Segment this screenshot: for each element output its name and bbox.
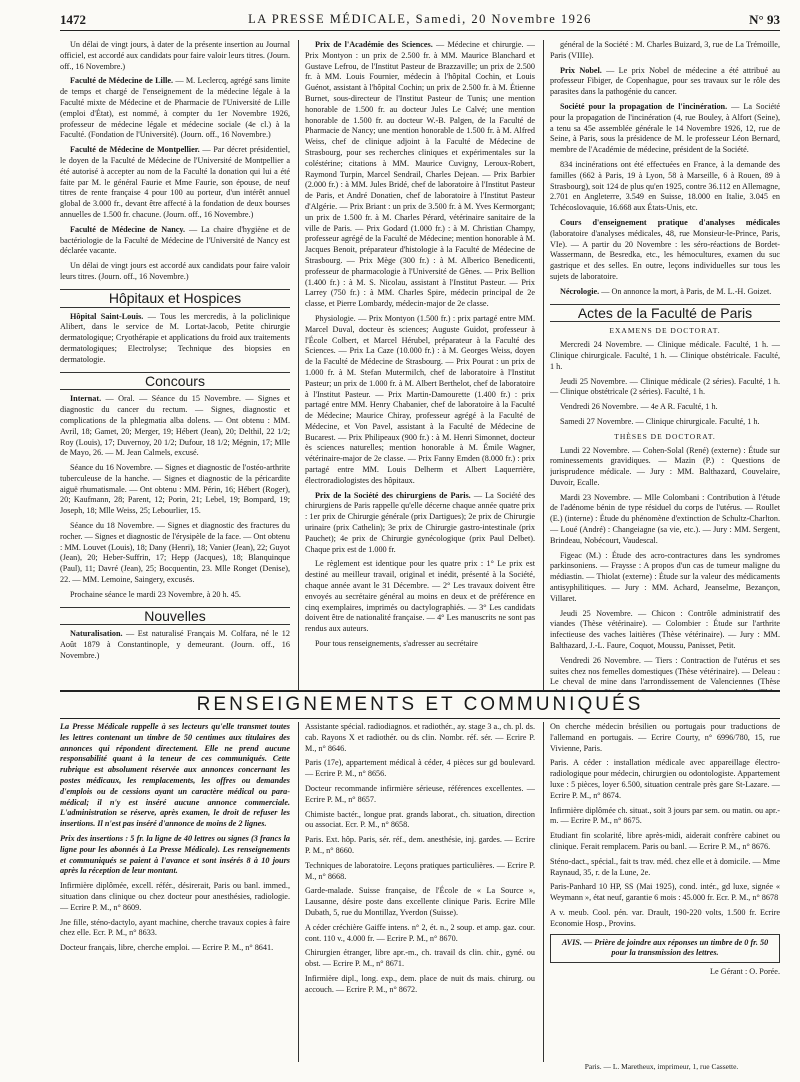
- paragraph: [550, 218, 780, 283]
- paragraph: [60, 225, 290, 257]
- paragraph: Séance du 18 Novembre. — Signes et diagnostic des fractures du rocher. — Signes et diagnostic de l'érysipèle de la face. — Ont obtenu : MM. Louvet (Louis), 18; Dany (Henri), 18; Vanier (Jean), 22; Guyot (Jean), 20; Heber-Suffrin, 17; Hepp (Jacques), 18; Blanquinque (Paul), 11; Davré (Jean), 25; Bocquentin, 23. Mlle Ronget (Denise), 22. — MM. Lemoine, Saingery, excusés.: [60, 521, 290, 585]
- item-heading: Faculté de Médecine de Lille.: [70, 76, 174, 86]
- item-heading: Prix Nobel.: [560, 65, 602, 75]
- classified-ad: Jne fille, sténo-dactylo, ayant machine, cherche travaux copies à faire chez elle. Ecr. P. M., n° 8633.: [60, 917, 290, 938]
- item-heading: Nécrologie.: [560, 286, 600, 296]
- classified-ad: Sténo-dact., spécial., fait ts trav. méd. chez elle et à domicile. — Mme Raynaud, 35, r. de la Lune, 2e.: [550, 856, 780, 877]
- issue-number: N° 93: [749, 12, 780, 27]
- column-rule: [543, 40, 544, 690]
- item-heading: Société pour la propagation de l'incinération.: [560, 101, 728, 111]
- upper-columns: [60, 40, 780, 690]
- item-heading: Internat.: [70, 394, 102, 404]
- classified-ad: On cherche médecin brésilien ou portugais pour traductions de l'allemand en portugais. — Ecrire Courty, n° 6996/780, 15, rue Vivienne, Paris.: [550, 722, 780, 753]
- classifieds-column-3: [550, 722, 780, 1062]
- paragraph: Séance du 16 Novembre. — Signes et diagnostic de l'ostéo-arthrite tuberculeuse de la hanche. — Signes et diagnostic de la péricardite aiguë rhumatismale. — Ont obtenu : MM. Périn, 16; Hébert (Roger), 20; Kaufmann, 28; Parent, 12; Porin, 21; Lebel, 19; Bompard, 19; Joseph, 18; Mlle Weiss, 25; Lebourlier, 15.: [60, 463, 290, 516]
- paragraph: 834 incinérations ont été effectuées en France, à la demande des familles (662 à Paris, 19 à Lyon, 58 à Marseille, 6 à Rouen, 89 à Strasbourg), soit 124 de plus qu'en 1925, contre 36.112 en Allemagne, 2.701 en Angleterre, 3.549 en Suisse, 18.000 en Italie, 3.045 en Tchécoslovaquie, 16.668 aux États-Unis, etc.: [550, 159, 780, 213]
- classified-ad: Paris-Panhard 10 HP, SS (Mai 1925), cond. intér., gd luxe, signée « Weymann », état neuf, garantie 6 mois : 45.000 fr. Ecr. P. M., n° 8678: [550, 882, 780, 903]
- item-text: — La chaire d'hygiène et de bactériologie de la Faculté de Médecine de l'Université de Nancy est déclarée vacante.: [60, 224, 290, 256]
- page-number: 1472: [60, 12, 86, 27]
- column-rule: [298, 722, 299, 1062]
- item-text: — Tous les mercredis, à la policlinique Alibert, dans le service de M. Lortat-Jacob, Petite chirurgie dermatologique; Cryothérapie et applications du froid aux traitements dermatologiques; Electrolyse; Technique des biopsies en dermatologie.: [60, 311, 290, 364]
- paragraph: Un délai de vingt jours est accordé aux candidats pour faire valoir leurs titres. (Journ. off., 16 Novembre.): [60, 261, 290, 281]
- item-heading: Faculté de Médecine de Montpellier.: [70, 145, 200, 155]
- paragraph: [550, 102, 780, 156]
- classified-ad: Paris. Ext. hôp. Paris, sér. réf., dem. anesthésie, inj. gardes. — Ecrire P. M., n° 8660.: [305, 835, 535, 855]
- column-3: [550, 40, 780, 690]
- column-rule: [298, 40, 299, 690]
- item-heading: Hôpital Saint-Louis.: [70, 311, 144, 321]
- classified-ad: Techniques de laboratoire. Leçons pratiques particulières. — Ecrire P. M., n° 8668.: [305, 860, 535, 881]
- item-heading: Prix de la Société des chirurgiens de Paris.: [315, 490, 471, 500]
- classifieds-columns: [60, 722, 780, 1062]
- section-title-concours: Concours: [60, 372, 290, 391]
- paragraph: Mercredi 24 Novembre. — Clinique médicale. Faculté, 1 h. — Clinique chirurgicale. Faculté, 1 h. — Clinique obstétricale. Faculté, 1 h.: [550, 340, 780, 371]
- classified-ad: Paris (17e), appartement médical à céder, 4 pièces sur gd boulevard. — Ecrire P. M., n° 8656.: [305, 758, 535, 779]
- paragraph: Vendredi 26 Novembre. — Tiers : Contraction de l'utérus et ses suites chez nos femelles domestiques (Thèse vétérinaire). — Deleau : Le cheval de mine dans l'arrondissement de Valenciennes (Thèse: [550, 655, 780, 687]
- classifieds-banner: RENSEIGNEMENTS ET COMMUNIQUÉS: [60, 690, 780, 719]
- journal-title: LA PRESSE MÉDICALE, Samedi, 20 Novembre 1926: [248, 12, 592, 26]
- item-text: — Par décret présidentiel, le doyen de la Faculté de Médecine de l'Université de Montpellier a été autorisé à accepter au nom de la Faculté la donation qui lui a été faite par M. le général Faurie et Mme Faurie, son épouse, de neuf titres de rente française 4 pour 100 au porteur, d'un intérêt annuel global de 3.000 fr., devant être affecté à la fondation de deux bourses annuelles de 1.500 fr. chacune. (Journ. off., 16 Novembre.): [60, 145, 290, 219]
- subsection-title: THÈSES DE DOCTORAT.: [614, 431, 716, 441]
- item-text: — Est naturalisé Français M. Colfara, né le 12 Août 1879 à Constantinople, y demeurant. (Journ. off., 16 Novembre.): [60, 629, 290, 661]
- paragraph: Jeudi 25 Novembre. — Clinique médicale (2 séries). Faculté, 1 h. — Clinique obstétricale (2 séries). Faculté, 1 h.: [550, 376, 780, 397]
- paragraph: [305, 491, 535, 556]
- classified-ad: Paris. A céder : installation médicale avec appareillage électro-radiologique pour médecin, chirurgien ou odontologiste. Appartement luxe : 5 pièces, loyer 6.500, situation centrale près gare St-Lazare. — Ecrire P. M., n° 8674.: [550, 758, 780, 800]
- avis-box: AVIS. — Prière de joindre aux réponses un timbre de 0 fr. 50 pour la transmission des lettres.: [550, 934, 780, 964]
- printer-line: Paris. — L. Maretheux, imprimeur, 1, rue Cassette.: [584, 1062, 739, 1071]
- paragraph: Physiologie. — Prix Montyon (1.500 fr.) : prix partagé entre MM. Marcel Duval, docteur ès sciences; Auguste Guidot, professeur à l'École Colbert, et Marcel Hérubel, préparateur à la Faculté des Sciences. — Prix La Caze (10.000 fr.) : à M. Georges Weiss, doyen de la Faculté de Médecine de Strasbourg. — Prix Pourat : un prix de 1.000 fr. à M. Stefan Mutermilch, chef de laboratoire à l'Institut Pasteur; un prix de 1.000 fr. à M. Albert Berthelot, chef de laboratoire à l'Institut Pasteur. — Prix Martin-Damourette (1.400 fr.) : prix partagé entre MM. Henry Chabanier, chef de laboratoire à la Faculté de Médecine; Maurice Chiray, professeur agrégé à la Faculté de Médecine, et Von Pavel, assistant à la Faculté de Médecine de Bucarest. — Prix Philipeaux (900 fr.) : à M. Henri Simonnet, docteur ès sciences naturelles; mention honorable à M. Émile Wagner, vétérinaire-major de 2e classe. — Prix Fanny Emden (8.000 fr.) : prix partagé entre MM. Louis Delherm et Albert Laquerrière, électroradiologistes des hôpitaux.: [305, 313, 535, 485]
- paragraph: Samedi 27 Novembre. — Clinique chirurgicale. Faculté, 1 h.: [560, 416, 760, 426]
- classified-ad: Garde-malade. Suisse française, de l'École de « La Source », Lausanne, désire poste dans excellente clinique Paris. Ecrire Mlle Dubath, 5, rue du Montillaz, Yverdon (Suisse).: [305, 886, 535, 917]
- classified-ad: Etudiant fin scolarité, libre après-midi, aiderait confrère cabinet ou clinique. Ferait remplacem. Paris ou banl. — Ecrire P. M., n° 8676.: [550, 831, 780, 851]
- subsection-title: EXAMENS DE DOCTORAT.: [609, 326, 721, 336]
- classifieds-column-2: [305, 722, 535, 1062]
- gerant-signature: Le Gérant : O. Porée.: [709, 967, 780, 977]
- paragraph: [60, 76, 290, 141]
- item-text: — Oral. — Séance du 15 Novembre. — Signes et diagnostic du cancer du rectum. — Signes, diagnostic et complications de la phlegmatia alba dolens. — Ont obtenu : MM. Avril, 18; Gamet, 20; Merger, 19; Hébert (Jean), 20; Delthil, 22 1/2; Roy (Louis), 17; Duvernoy, 20 1/2; Dufour, 18 1/2; Mégnin, 17; Mlle de Mayo, 26. — M. Jean Calmels, excusé.: [60, 394, 290, 458]
- paragraph: Mardi 23 Novembre. — Mlle Colombani : Contribution à l'étude de l'adénome bénin de type résiduel du corps de l'utérus. — Roullet (E.) (interne) : Étude du phénomène d'extinction de Schultz-Charlton. — Loué (André) : Changeiagne (sa vie, etc.). — Jury : MM. Sergent, Brindeau, Nobécourt, Vaudescal.: [550, 492, 780, 545]
- classified-ad: Assistante spécial. radiodiagnos. et radiothér., ay. stage 3 a., ch. pl. ds. cab. Rayons X et radiothér. ou ds clin. Nombr. réf. sér. — Ecrire P. M., n° 8646.: [305, 722, 535, 753]
- paragraph: Figeac (M.) : Étude des acro-contractures dans les syndromes parkinsoniens. — Fraysse : A propos d'un cas de tumeur maligne du médiastin. — Thiolat (externe) : Étude sur la valeur des médicaments antisyphilitiques. — Jury : MM. Achard, Jeanselme, Bezançon, Villaret.: [550, 550, 780, 603]
- paragraph: général de la Société : M. Charles Buizard, 3, rue de La Trémoille, Paris (VIIIe).: [550, 40, 780, 60]
- column-rule: [543, 722, 544, 1062]
- item-text: (laboratoire d'analyses médicales, 48, rue Monsieur-le-Prince, Paris, VIe). — A partir du 20 Novembre : les séro-réactions de Bordet-Wassermann, de Besredka, etc., les hémocultures, examen du suc gastrique et des selles. En outre, leçons individuelles sur tous les sujets de laboratoire.: [550, 228, 780, 281]
- paragraph: Jeudi 25 Novembre. — Chicon : Contrôle administratif des viandes (Thèse vétérinaire). — Colombier : Étude sur l'arthrite infectieuse des vaches laitières (Thèse vétérinaire). — Jury : MM. Balthazard, J.-L. Faure, Coquot, Moussu, Panisset, Petit.: [550, 608, 780, 651]
- item-text: — Le prix Nobel de médecine a été attribué au professeur Fibiger, de Copenhague, pour ses travaux sur le rôle des parasites dans la pathogénie du cancer.: [550, 65, 780, 97]
- column-1: [60, 40, 290, 690]
- item-heading: Faculté de Médecine de Nancy.: [70, 224, 186, 234]
- item-heading: Naturalisation.: [70, 629, 123, 639]
- classified-ad: Infirmière diplômée ch. situat., soit 3 jours par sem. ou matin. ou apr.-m. — Ecrire P. M., n° 8675.: [550, 805, 780, 826]
- paragraph: [60, 312, 290, 366]
- item-text: — Médecine et chirurgie. — Prix Montyon : un prix de 2.500 fr. à MM. Maurice Blanchard et Gustave Lefrou, de l'Institut Pasteur de Brazzaville; un prix de 2.500 fr. à MM. Louis Fournier, médecin à l'hôpital Cochin, et Louis Guénot, assistant à l'hôpital Cochin; un prix de 2.500 fr. à M. Étienne Burnet, sous-directeur de l'Institut Pasteur de Tunis; une mention honorable de 1.500 fr. au docteur Jules Le Calvé; une mention honorable de 1.500 fr. au docteur W.-B. Palgen, de la Faculté de Pharmacie de Nancy; une mention honorable de 1.500 fr. à M. Alfred Weiss, chef de clinique adjoint à la Faculté de Médecine de Strasbourg, pour ses recherches cliniques et expérimentales sur la coléstérine; citations à MM. Maurice Cuvigny, Leroux-Robert, Raymond Turpin, Marcel Sendrail, Charles Dejean. — Prix Barbier (2.000 fr.) : à MM. Jules Bridé, chef de laboratoire à l'Institut Pasteur de Paris, et André Donatien, chef de laboratoire à l'Institut Pasteur d'Algérie. — Prix Briant : un prix de 3.500 fr. à M. Yves Kermorgant; un prix de 1.500 fr. à M. Charles Pérard, vétérinaire sanitaire de la ville de Paris. — Prix Godard (1.000 fr.) : à M. Christian Champy, professeur agrégé de la Faculté de Médecine; mention honorable à M. Jacques Benoit, préparateur d'histologie à la Faculté de Médecine de Strasbourg. — Prix Mège (300 fr.) : à M. Alberico Benedicenti, professeur de pharmacologie à l'Université de Gênes. — Prix Bellion (1.400 fr.) : à M. S. Nicolau, assistant à l'Institut Pasteur. — Prix Larrey (750 fr.) : à MM. Charles Spire, médecin principal de 2e classe, et Pierre Lombardy, médecin-major de 2e classe.: [305, 40, 535, 309]
- paragraph: [60, 145, 290, 221]
- section-title-actes: Actes de la Faculté de Paris: [550, 304, 780, 323]
- paragraph: Le règlement est identique pour les quatre prix : 1° Le prix est destiné au meilleur travail, original et inédit, présenté à la Société, chaque année avant le 31 Décembre. — 2° Les travaux doivent être envoyés au secrétaire général au moins en deux et de préférence en cinq exemplaires, imprimés ou dactylographiés. — 3° Les candidats doivent être de nationalité française. — 4° Les manuscrits ne sont pas rendus aux auteurs.: [305, 559, 535, 634]
- classified-ad: Chimiste bactér., longue prat. grands laborat., ch. situation, direction ou associat. Ecr. P. M., n° 8658.: [305, 809, 535, 830]
- paragraph: [550, 287, 780, 298]
- paragraph: Un délai de vingt jours, à dater de la présente insertion au Journal officiel, est accordé aux candidats pour faire valoir leurs titres. (Journ. off., 16 Novembre.): [60, 40, 290, 71]
- classified-ad: Docteur français, libre, cherche emploi. — Ecrire P. M., n° 8641.: [60, 943, 274, 953]
- item-text: — La Société pour la propagation de l'incinération (4, rue Bouley, à Alfort (Seine), a tenu sa 45e assemblée générale le 14 Novembre 1926, 12, rue de Seine, à Paris, sous la présidence de M. le professeur Léon Bernard, membre de l'Académie de médecine, président de la Société.: [550, 101, 780, 155]
- item-text: — M. Leclercq, agrégé sans limite de temps et chargé de l'enseignement de la médecine légale à la Faculté mixte de Médecine et de Pharmacie de l'Université de Lille (emploi d'État), est nommé, à compter du 1er Novembre 1926, professeur de médecine légale et médecine sociale (4e cl.) à la Faculté. (Fondation de l'Université). (Journ. off., 16 Novembre.): [60, 76, 290, 140]
- column-2: [305, 40, 535, 690]
- classified-ad: A céder créchière Gaiffe intens. n° 2, ét. n., 2 soup. et amp. gaz. cour. cont. 110 v., 4.000 fr. — Ecrire P. M., n° 8670.: [305, 922, 535, 943]
- paragraph: Prochaine séance le mardi 23 Novembre, à 20 h. 45.: [70, 589, 241, 599]
- classifieds-rates: Prix des insertions : 5 fr. la ligne de 40 lettres ou signes (3 francs la ligne pour les abonnés à La Presse Médicale). Les renseignements et communiqués se paient à l'avance et sont insérés 8 à 10 jours après la réception de leur montant.: [60, 833, 290, 876]
- page-header: [60, 6, 780, 31]
- item-text: — La Société des chirurgiens de Paris rappelle qu'elle décerne chaque année quatre prix : 1er prix de Chirurgie générale (prix Dartigues); 2e prix de Chirurgie urinaire (prix Cathelin); 3e prix de Chirurgie gastro-intestinale (prix Pauchet); 4e prix de Chirurgie gynécologique (prix Paul Delbet). Chaque prix est de 1.000 fr.: [305, 490, 535, 554]
- item-text: — On annonce la mort, à Paris, de M. L.-H. Goizet.: [601, 286, 772, 296]
- paragraph: Lundi 22 Novembre. — Cohen-Solal (René) (externe) : Étude sur rominessements gravidiques. — Mazin (P.) : Questions de jurisprudence médicale. — Jury : MM. Balthazard, Couvelaire, Duvoir, Ecalle.: [550, 445, 780, 487]
- classified-ad: Chirurgien étranger, libre apr.-m., ch. travail ds clin. chir., gyné. ou obst. — Ecrire P. M., n° 8671.: [305, 948, 535, 969]
- classifieds-column-1: [60, 722, 290, 1062]
- paragraph: [550, 66, 780, 98]
- item-heading: Prix de l'Académie des Sciences.: [315, 40, 433, 49]
- section-title-nouvelles: Nouvelles: [60, 607, 290, 626]
- classified-ad: Infirmière dipl., long. exp., dem. place de nuit ds mais. chirurg. ou accouch. — Ecrire P. M., n° 8672.: [305, 973, 535, 994]
- classified-ad: Infirmière diplômée, excell. référ., désirerait, Paris ou banl. immed., situation dans clinique ou chez docteur pour anesthésies, radiologie. — Ecrire P. M., n° 8609.: [60, 881, 290, 912]
- section-title-hopitaux: Hôpitaux et Hospices: [60, 289, 290, 308]
- item-heading: Cours d'enseignement pratique d'analyses médicales: [560, 217, 780, 227]
- classified-ad: A v. meub. Cool. pén. var. Drault, 190-220 volts, 1.500 fr. Ecrire Economie Hosp., Provins.: [550, 907, 780, 928]
- paragraph: Pour tous renseignements, s'adresser au secrétaire: [315, 639, 478, 649]
- paragraph: Vendredi 26 Novembre. — 4e A R. Faculté, 1 h.: [560, 402, 718, 412]
- paragraph: [60, 629, 290, 661]
- classified-ad: Docteur recommande infirmière sérieuse, références excellentes. — Ecrire P. M., n° 8657.: [305, 783, 535, 804]
- classifieds-notice: La Presse Médicale rappelle à ses lecteurs qu'elle transmet toutes les lettres contenant un timbre de 50 centimes aux titulaires des annonces qui répondent directement. Elle ne prend aucune responsabilité quant à la teneur de ces communiqués. Cette rubrique est absolument réservée aux annonces concernant les postes médicaux, les remplacements, les offres ou demandes d'emplois ou de cessions ayant un caractère médical ou para-médical; il n'y est inséré aucune annonce commerciale. L'administration se réserve, après examen, le droit de refuser les insertions. Il n'est pas inséré d'annonce de moins de 2 lignes.: [60, 722, 290, 829]
- paragraph: [305, 40, 535, 310]
- paragraph: [60, 394, 290, 459]
